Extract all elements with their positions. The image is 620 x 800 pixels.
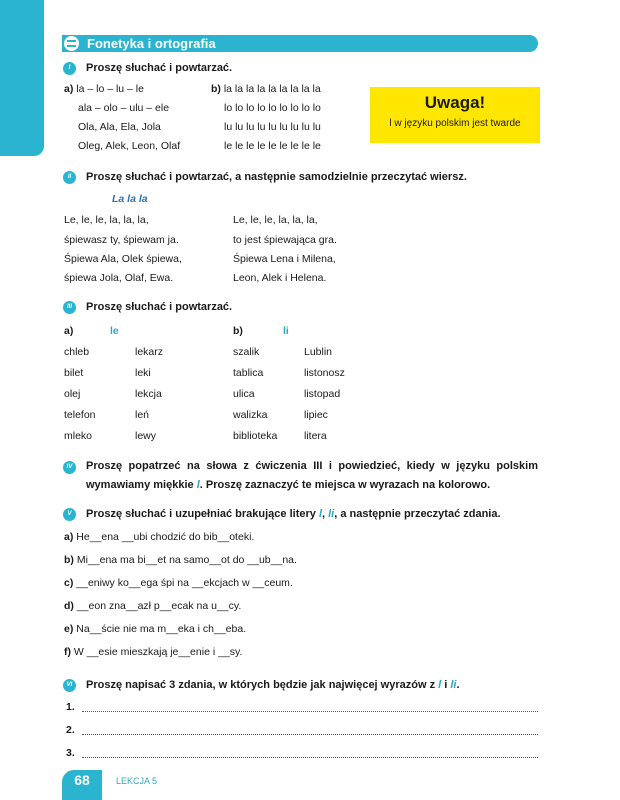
note-box: [370, 87, 540, 143]
word: lipiec: [304, 409, 328, 421]
answer-line[interactable]: [82, 757, 538, 758]
poem-title: La la la: [112, 193, 148, 205]
word: biblioteka: [233, 430, 278, 442]
word: listonosz: [304, 367, 345, 379]
lesson-label: LEKCJA 5: [116, 776, 158, 786]
poem-line: Śpiewa Lena i Milena,: [233, 253, 336, 265]
exercise-instruction: Proszę słuchać i powtarzać, a następnie samodzielnie przeczytać wiersz.: [86, 171, 467, 183]
fill-sentence: b) Mi__ena ma bi__et na samo__ot do __ub__na.: [64, 554, 297, 566]
word: walizka: [233, 409, 268, 421]
column-label: a): [64, 325, 74, 337]
word: lewy: [135, 430, 157, 442]
word: lekcja: [135, 388, 162, 400]
answer-line-number: 2.: [66, 724, 75, 736]
word: listopad: [304, 388, 341, 400]
poem-line: śpiewa Jola, Olaf, Ewa.: [64, 272, 174, 284]
poem-line: Śpiewa Ala, Olek śpiewa,: [64, 253, 182, 265]
word: bilet: [64, 367, 84, 379]
word: tablica: [233, 367, 264, 379]
note-text: l w języku polskim jest twarde: [389, 118, 521, 129]
word: leń: [135, 409, 150, 421]
word: mleko: [64, 430, 93, 442]
column-label: b): [233, 325, 243, 337]
exercise-instruction: Proszę słuchać i powtarzać.: [86, 301, 233, 313]
word: olej: [64, 388, 81, 400]
drill-line: lo lo lo lo lo lo lo lo lo: [224, 102, 321, 114]
drill-line: lu lu lu lu lu lu lu lu lu: [224, 121, 321, 133]
word: leki: [135, 367, 151, 379]
drill-line: Ola, Ala, Ela, Jola: [78, 121, 161, 133]
word: szalik: [233, 346, 260, 358]
answer-line-number: 3.: [66, 747, 75, 759]
exercise-instruction: Proszę napisać 3 zdania, w których będzie jak najwięcej wyrazów z l i li.: [86, 679, 460, 691]
fill-sentence: f) W __esie mieszkają je__enie i __sy.: [64, 646, 243, 658]
exercise-number: III: [63, 301, 76, 314]
side-tab: [0, 0, 44, 156]
answer-line[interactable]: [82, 711, 538, 712]
poem-line: śpiewasz ty, śpiewam ja.: [64, 234, 179, 246]
exercise-number: I: [63, 62, 76, 75]
page-number: 68: [74, 772, 90, 788]
word: Lublin: [304, 346, 333, 358]
exercise-instruction: Proszę słuchać i powtarzać.: [86, 62, 233, 74]
exercise-instruction-line: wymawiamy miękkie l. Proszę zaznaczyć te miejsca w wyrazach na kolorowo.: [86, 479, 491, 491]
column-heading: li: [283, 325, 289, 337]
drill-line: Oleg, Alek, Leon, Olaf: [78, 140, 181, 152]
word: telefon: [64, 409, 96, 421]
exercise-number: V: [63, 508, 76, 521]
exercise-number: II: [63, 171, 76, 184]
exercise-number: IV: [63, 461, 76, 474]
exercise-instruction-line: Proszę popatrzeć na słowa z ćwiczenia III i powiedzieć, kiedy w języku polskim: [86, 460, 538, 472]
drill-line: ala – olo – ulu – ele: [78, 102, 170, 114]
column-heading: le: [110, 325, 119, 337]
poem-line: Leon, Alek i Helena.: [233, 272, 327, 284]
lines-icon: [64, 36, 79, 51]
poem-line: Le, le, le, la, la, la,: [64, 214, 149, 226]
drill-line: b) la la la la la la la la la: [211, 83, 321, 95]
exercise-instruction: Proszę słuchać i uzupełniać brakujące litery l, li, a następnie przeczytać zdania.: [86, 508, 501, 520]
drill-line: le le le le le le le le le: [224, 140, 321, 152]
fill-sentence: a) He__ena __ubi chodzić do bib__oteki.: [64, 531, 255, 543]
poem-line: to jest śpiewająca gra.: [233, 234, 337, 246]
answer-line-number: 1.: [66, 701, 75, 713]
exercise-number: VI: [63, 679, 76, 692]
word: chleb: [64, 346, 90, 358]
answer-line[interactable]: [82, 734, 538, 735]
note-title: Uwaga!: [424, 93, 486, 112]
fill-sentence: c) __eniwy ko__ega śpi na __ekcjach w __ceum.: [64, 577, 293, 589]
poem-line: Le, le, le, la, la, la,: [233, 214, 318, 226]
fill-sentence: d) __eon zna__azł p__ecak na u__cy.: [64, 600, 242, 612]
section-title: Fonetyka i ortografia: [87, 36, 216, 51]
fill-sentence: e) Na__ście nie ma m__eka i ch__eba.: [64, 623, 247, 635]
drill-line: a) la – lo – lu – le: [64, 83, 144, 95]
word: lekarz: [135, 346, 164, 358]
word: ulica: [233, 388, 255, 400]
word: litera: [304, 430, 327, 442]
